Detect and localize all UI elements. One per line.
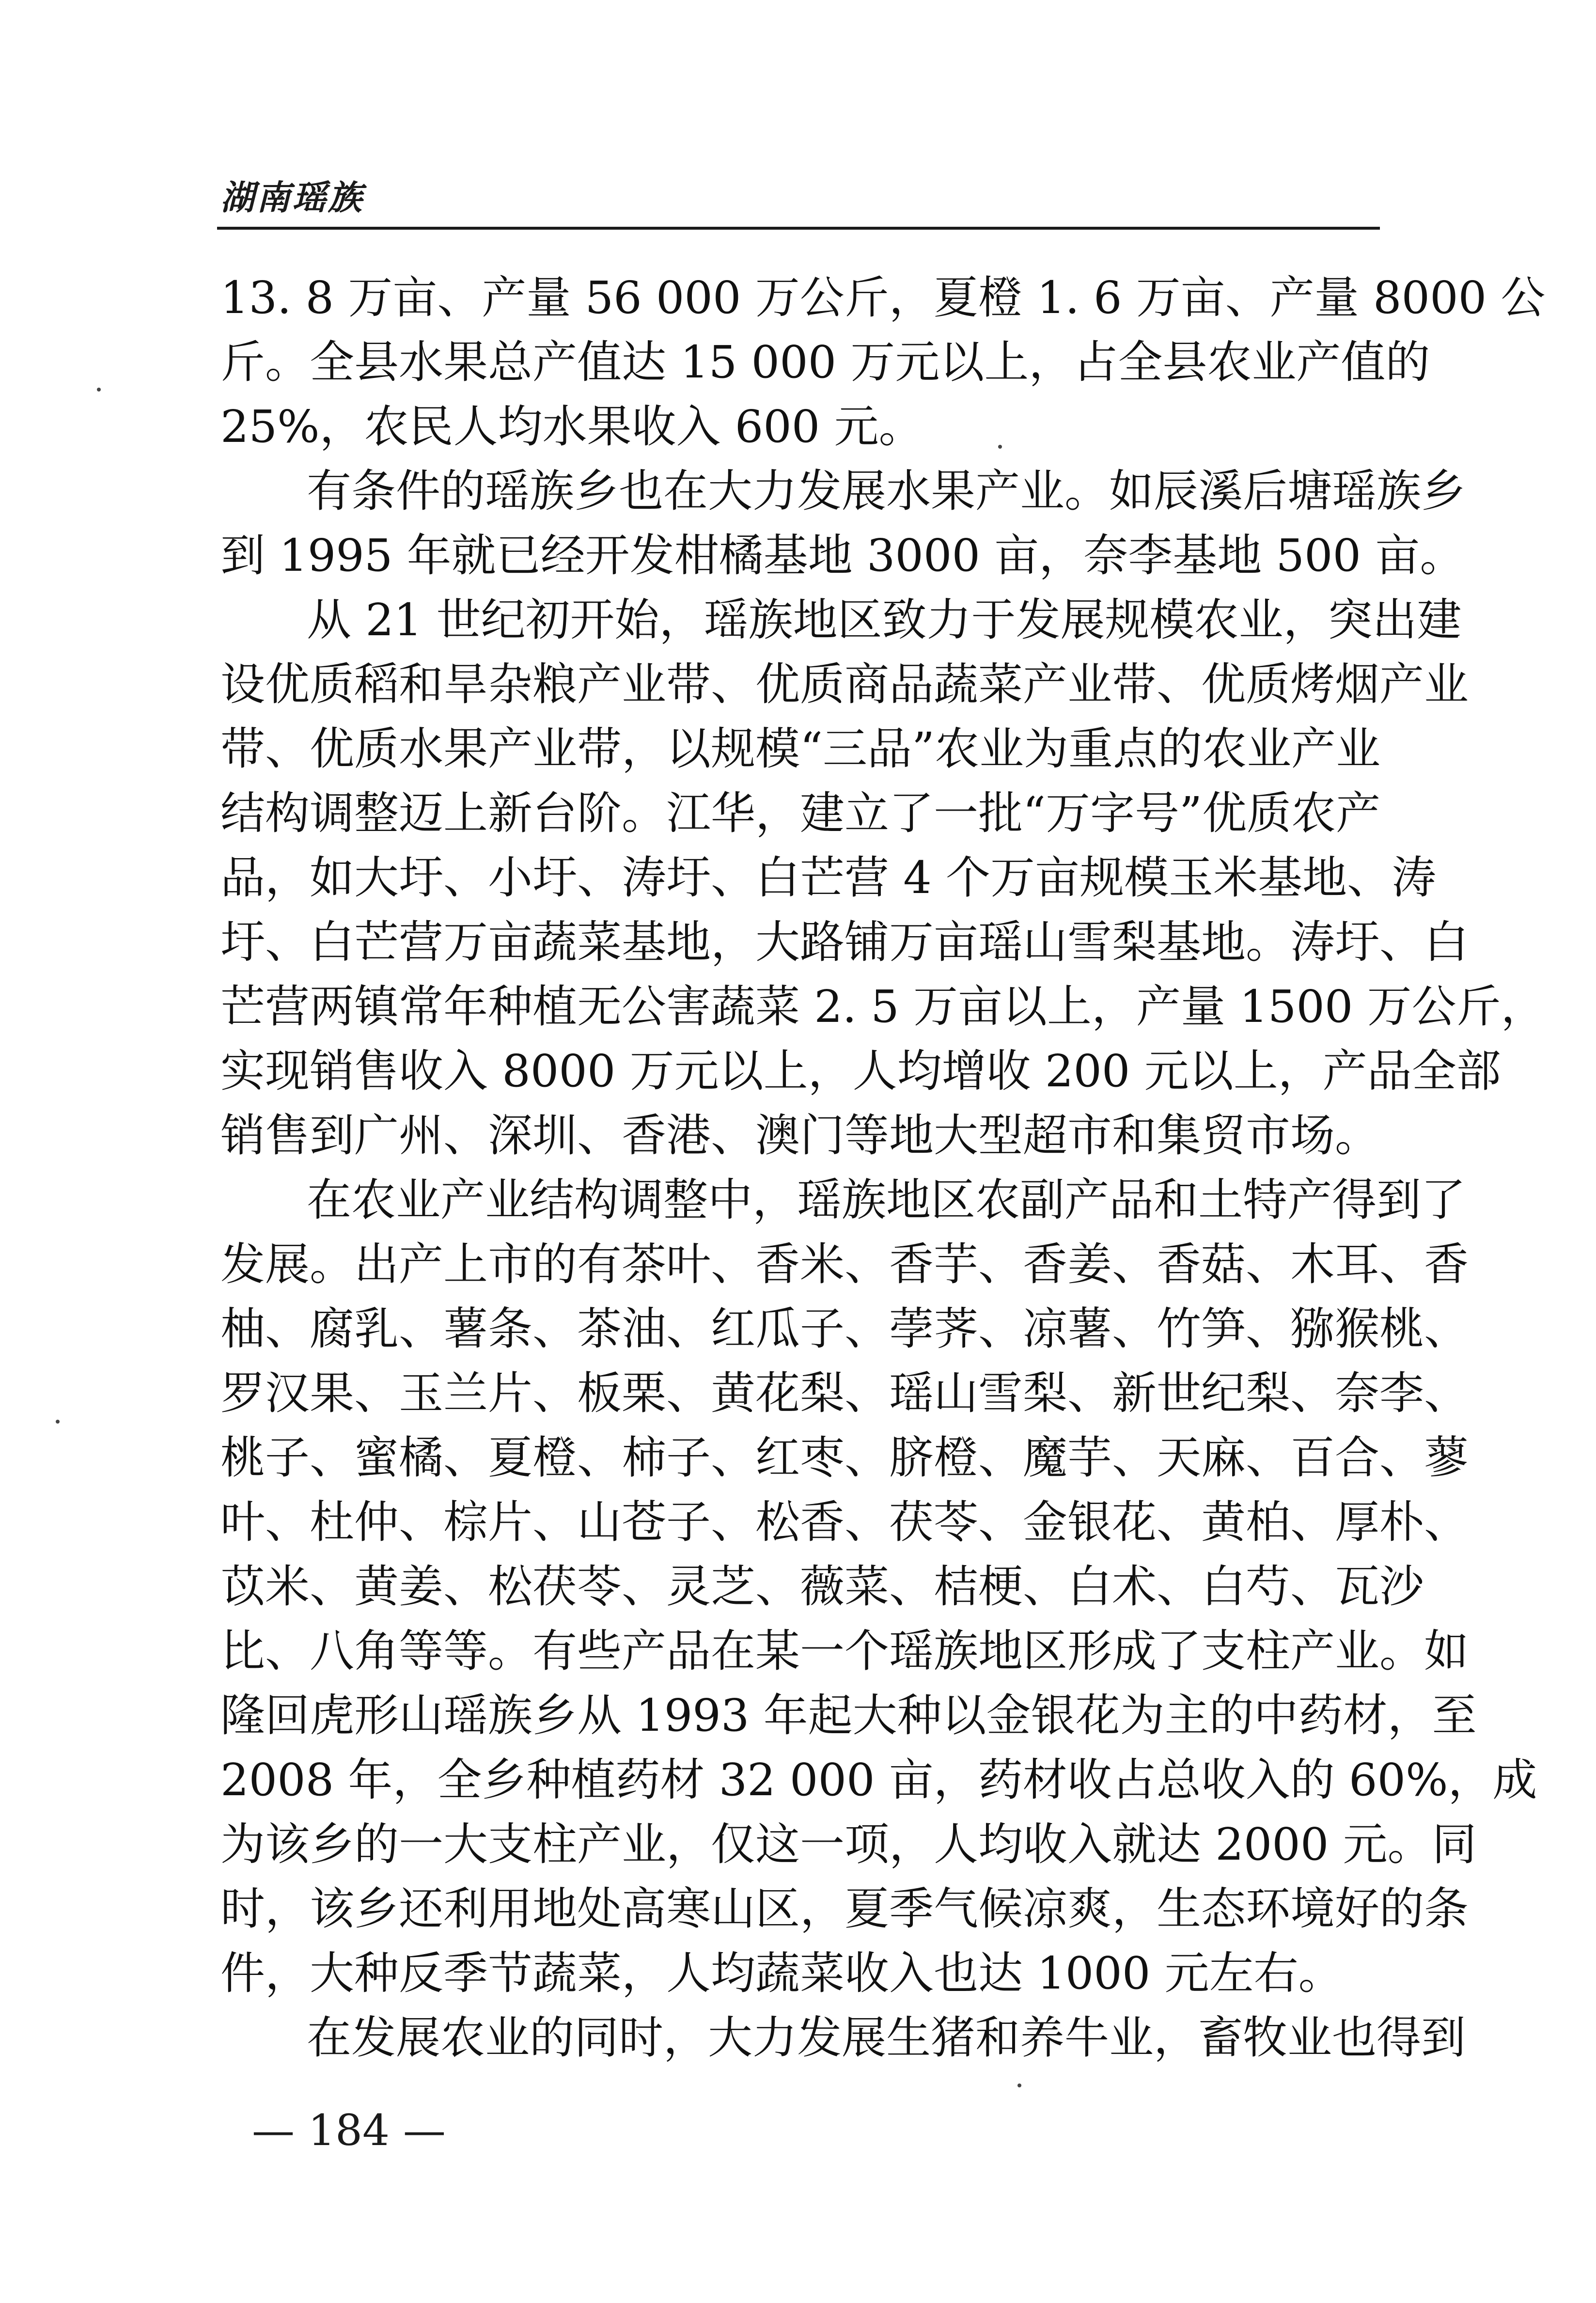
text-line: 罗汉果、玉兰片、板栗、黄花梨、瑶山雪梨、新世纪梨、奈李、 [220, 1367, 1469, 1419]
text-line: 在发展农业的同时，大力发展生猪和养牛业，畜牧业也得到 [307, 2012, 1466, 2064]
text-line: 叶、杜仲、棕片、山苍子、松香、茯苓、金银花、黄柏、厚朴、 [220, 1496, 1469, 1548]
text-line: 芒营两镇常年种植无公害蔬菜 2. 5 万亩以上，产量 1500 万公斤， [220, 981, 1546, 1033]
text-line: 桃子、蜜橘、夏橙、柿子、红枣、脐橙、魔芋、天麻、百合、蓼 [220, 1432, 1469, 1484]
scan-speck [56, 1420, 60, 1424]
text-line: 苡米、黄姜、松茯苓、灵芝、薇菜、桔梗、白术、白芍、瓦沙 [220, 1561, 1424, 1613]
text-line: 柚、腐乳、薯条、茶油、红瓜子、荸荠、凉薯、竹笋、猕猴桃、 [220, 1303, 1469, 1355]
text-line: 斤。全县水果总产值达 15 000 万元以上，占全县农业产值的 [220, 336, 1430, 388]
scan-speck [998, 445, 1002, 449]
text-line: 有条件的瑶族乡也在大力发展水果产业。如辰溪后塘瑶族乡 [307, 465, 1466, 517]
text-line: 带、优质水果产业带，以规模“三品”农业为重点的农业产业 [220, 723, 1381, 775]
text-line: 设优质稻和旱杂粮产业带、优质商品蔬菜产业带、优质烤烟产业 [220, 658, 1469, 710]
header-rule [217, 227, 1380, 230]
text-line: 圩、白芒营万亩蔬菜基地，大路铺万亩瑶山雪梨基地。涛圩、白 [220, 916, 1469, 968]
text-line: 比、八角等等。有些产品在某一个瑶族地区形成了支柱产业。如 [220, 1625, 1469, 1677]
text-line: 销售到广州、深圳、香港、澳门等地大型超市和集贸市场。 [220, 1110, 1380, 1161]
text-line: 13. 8 万亩、产量 56 000 万公斤，夏橙 1. 6 万亩、产量 8000 公 [220, 272, 1546, 324]
text-line: 2008 年，全乡种植药材 32 000 亩，药材收占总收入的 60%，成 [220, 1754, 1537, 1806]
text-line: 发展。出产上市的有茶叶、香米、香芋、香姜、香菇、木耳、香 [220, 1238, 1469, 1290]
text-line: 件，大种反季节蔬菜，人均蔬菜收入也达 1000 元左右。 [220, 1947, 1343, 1999]
text-line: 隆回虎形山瑶族乡从 1993 年起大种以金银花为主的中药材，至 [220, 1690, 1477, 1741]
page-number: — 184 — [252, 2105, 446, 2155]
text-line: 到 1995 年就已经开发柑橘基地 3000 亩，奈李基地 500 亩。 [220, 530, 1465, 581]
text-line: 实现销售收入 8000 万元以上，人均增收 200 元以上，产品全部 [220, 1045, 1501, 1097]
body-text [220, 266, 1546, 2070]
text-line: 在农业产业结构调整中，瑶族地区农副产品和土特产得到了 [307, 1174, 1466, 1226]
text-line: 25%，农民人均水果收入 600 元。 [220, 401, 923, 453]
text-line: 结构调整迈上新台阶。江华，建立了一批“万字号”优质农产 [220, 787, 1381, 839]
text-line: 从 21 世纪初开始，瑶族地区致力于发展规模农业，突出建 [307, 594, 1462, 646]
text-line: 时，该乡还利用地处高寒山区，夏季气候凉爽，生态环境好的条 [220, 1883, 1469, 1935]
text-line: 品，如大圩、小圩、涛圩、白芒营 4 个万亩规模玉米基地、涛 [220, 852, 1437, 904]
scan-speck [97, 388, 101, 392]
text-line: 为该乡的一大支柱产业，仅这一项，人均收入就达 2000 元。同 [220, 1818, 1477, 1870]
scan-speck [1017, 2084, 1021, 2087]
running-header: 湖南瑶族 [220, 177, 364, 218]
